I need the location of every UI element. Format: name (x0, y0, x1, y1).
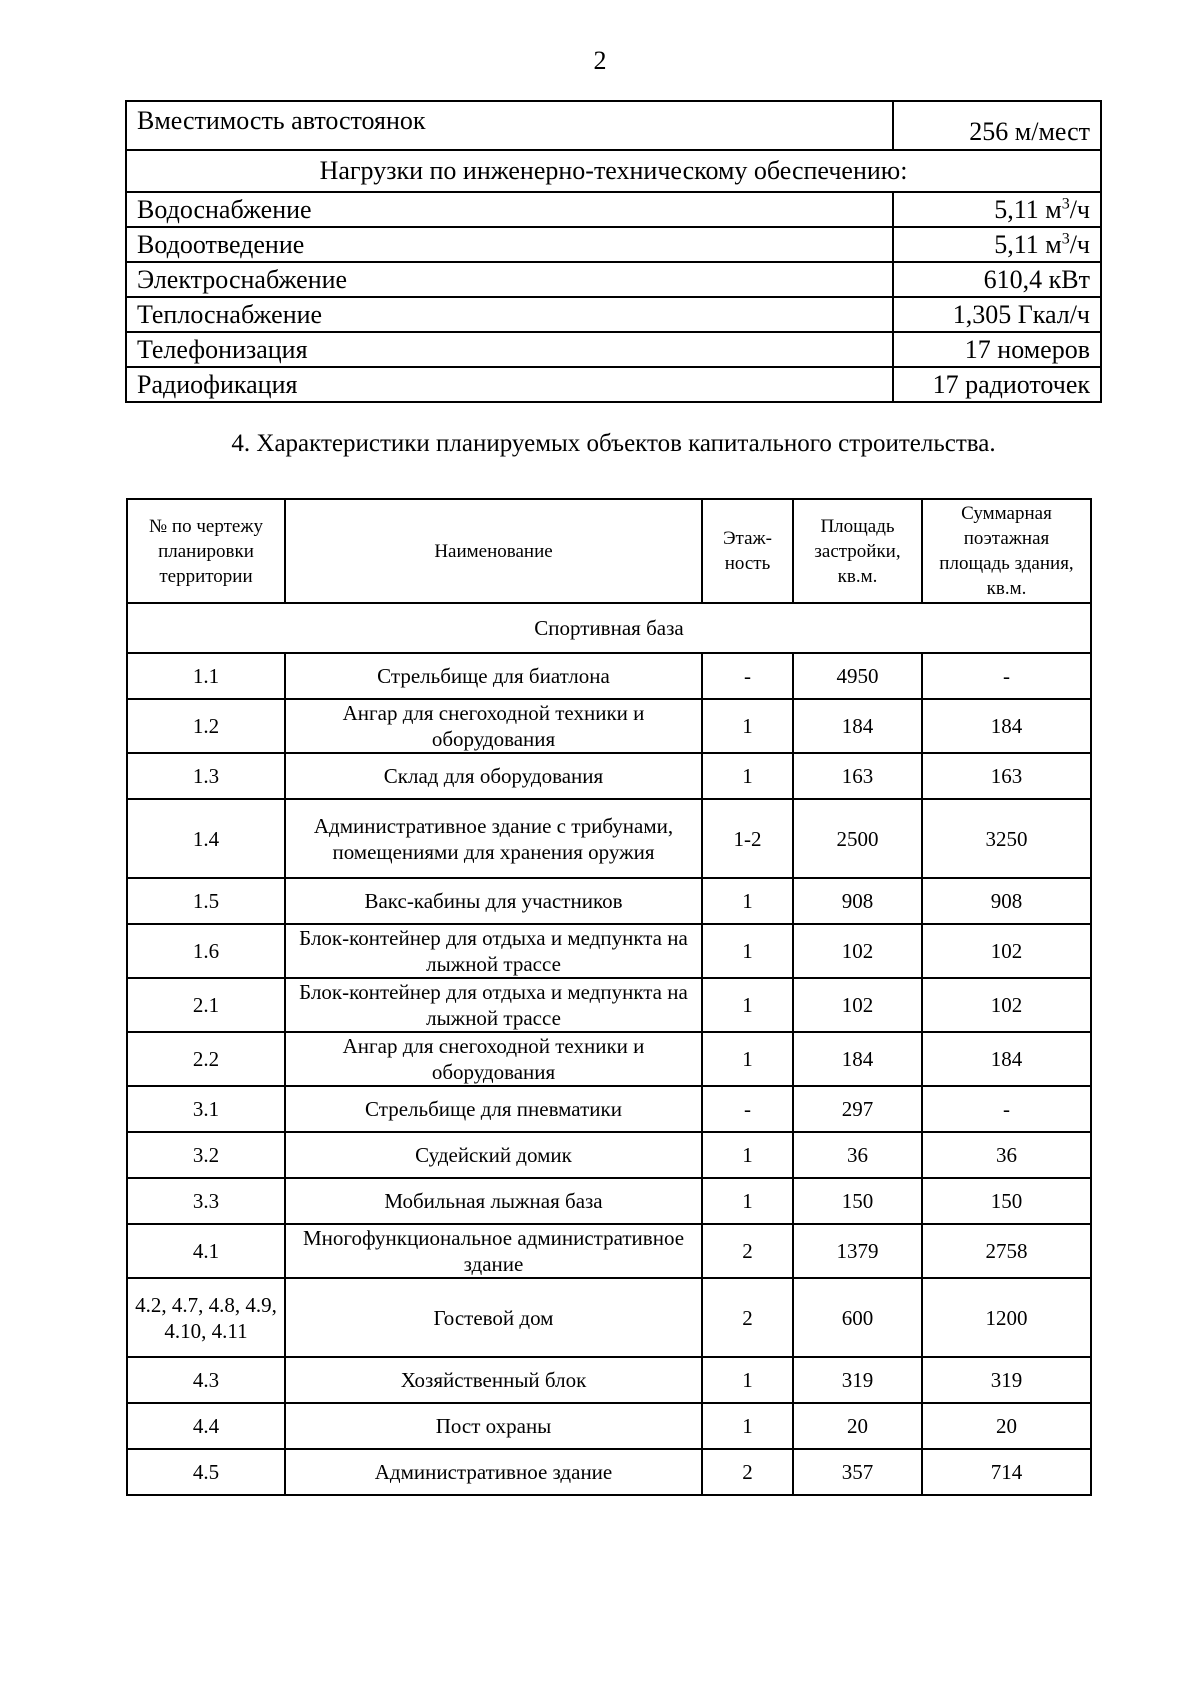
object-number: 1.6 (127, 924, 285, 978)
object-name: Многофункциональное административное здание (285, 1224, 702, 1278)
object-built-area: 357 (793, 1449, 922, 1495)
object-row (127, 1178, 1091, 1224)
objects-header-row (127, 499, 1091, 603)
object-name: Хозяйственный блок (285, 1357, 702, 1403)
object-built-area: 36 (793, 1132, 922, 1178)
object-floors: 2 (702, 1278, 793, 1357)
object-total-area: 1200 (922, 1278, 1091, 1357)
object-number: 4.1 (127, 1224, 285, 1278)
object-row (127, 653, 1091, 699)
summary-value-superscript: 3 (1061, 229, 1070, 247)
object-number: 1.3 (127, 753, 285, 799)
object-floors: 1 (702, 753, 793, 799)
object-name: Стрельбище для биатлона (285, 653, 702, 699)
object-built-area: 102 (793, 924, 922, 978)
object-total-area: 184 (922, 699, 1091, 753)
object-total-area: 319 (922, 1357, 1091, 1403)
summary-label: Радиофикация (126, 367, 893, 402)
object-name: Административное здание (285, 1449, 702, 1495)
object-built-area: 4950 (793, 653, 922, 699)
summary-value (893, 192, 1101, 227)
object-row (127, 753, 1091, 799)
object-number: 1.2 (127, 699, 285, 753)
object-number: 2.1 (127, 978, 285, 1032)
parking-value: 256 м/мест (893, 101, 1101, 150)
object-built-area: 102 (793, 978, 922, 1032)
summary-row (126, 367, 1101, 402)
summary-value-superscript: 3 (1061, 194, 1070, 212)
object-built-area: 319 (793, 1357, 922, 1403)
object-floors: 1 (702, 699, 793, 753)
object-name: Мобильная лыжная база (285, 1178, 702, 1224)
object-built-area: 297 (793, 1086, 922, 1132)
summary-value (893, 367, 1101, 402)
object-total-area: - (922, 1086, 1091, 1132)
object-name: Административное здание с трибунами, помещениями для хранения оружия (285, 799, 702, 878)
section-label: Спортивная база (127, 603, 1091, 653)
parking-row (126, 101, 1101, 150)
summary-value-unit: /ч (1069, 194, 1090, 224)
object-floors: 1 (702, 978, 793, 1032)
summary-value-unit: /ч (1069, 229, 1090, 259)
object-number: 4.2, 4.7, 4.8, 4.9, 4.10, 4.11 (127, 1278, 285, 1357)
object-floors: 1 (702, 878, 793, 924)
section-row (127, 603, 1091, 653)
object-total-area: 2758 (922, 1224, 1091, 1278)
object-name: Вакс-кабины для участников (285, 878, 702, 924)
header-number: № по чертежу планировки территории (127, 499, 285, 603)
object-number: 1.4 (127, 799, 285, 878)
object-built-area: 150 (793, 1178, 922, 1224)
object-total-area: 163 (922, 753, 1091, 799)
object-floors: 1 (702, 1032, 793, 1086)
summary-label: Водоотведение (126, 227, 893, 262)
object-name: Блок-контейнер для отдыха и медпункта на лыжной трассе (285, 978, 702, 1032)
object-built-area: 184 (793, 699, 922, 753)
page-number: 2 (593, 46, 607, 75)
summary-value-number: 610,4 кВт (983, 264, 1090, 294)
object-total-area: 102 (922, 924, 1091, 978)
object-number: 2.2 (127, 1032, 285, 1086)
object-built-area: 1379 (793, 1224, 922, 1278)
object-floors: 1 (702, 1403, 793, 1449)
object-number: 3.1 (127, 1086, 285, 1132)
object-floors: 1-2 (702, 799, 793, 878)
object-total-area: 908 (922, 878, 1091, 924)
object-row (127, 1224, 1091, 1278)
object-floors: - (702, 653, 793, 699)
object-number: 1.5 (127, 878, 285, 924)
object-row (127, 799, 1091, 878)
object-number: 4.5 (127, 1449, 285, 1495)
summary-row (126, 332, 1101, 367)
summary-value-number: 5,11 м (994, 229, 1062, 259)
summary-label: Телефонизация (126, 332, 893, 367)
object-number: 1.1 (127, 653, 285, 699)
header-built-area: Площадь застройки, кв.м. (793, 499, 922, 603)
object-row (127, 699, 1091, 753)
parking-label: Вместимость автостоянок (126, 101, 893, 150)
object-row (127, 1086, 1091, 1132)
summary-value (893, 297, 1101, 332)
summary-row (126, 192, 1101, 227)
object-total-area: 36 (922, 1132, 1091, 1178)
object-row (127, 1032, 1091, 1086)
summary-value (893, 227, 1101, 262)
object-number: 3.3 (127, 1178, 285, 1224)
object-row (127, 1132, 1091, 1178)
object-total-area: 20 (922, 1403, 1091, 1449)
object-name: Судейский домик (285, 1132, 702, 1178)
object-number: 3.2 (127, 1132, 285, 1178)
object-floors: 1 (702, 1357, 793, 1403)
summary-label: Электроснабжение (126, 262, 893, 297)
summary-value-number: 17 радиоточек (932, 369, 1090, 399)
summary-value (893, 332, 1101, 367)
summary-value-number: 17 номеров (964, 334, 1090, 364)
summary-label: Теплоснабжение (126, 297, 893, 332)
object-built-area: 600 (793, 1278, 922, 1357)
object-number: 4.3 (127, 1357, 285, 1403)
object-floors: 2 (702, 1224, 793, 1278)
objects-table (126, 498, 1092, 1496)
object-total-area: 3250 (922, 799, 1091, 878)
engineering-heading: Нагрузки по инженерно-техническому обеспечению: (126, 150, 1101, 192)
engineering-heading-row (126, 150, 1101, 192)
object-number: 4.4 (127, 1403, 285, 1449)
object-name: Ангар для снегоходной техники и оборудования (285, 1032, 702, 1086)
object-name: Блок-контейнер для отдыха и медпункта на лыжной трассе (285, 924, 702, 978)
object-total-area: 102 (922, 978, 1091, 1032)
object-total-area: - (922, 653, 1091, 699)
summary-row (126, 297, 1101, 332)
object-row (127, 1403, 1091, 1449)
object-built-area: 2500 (793, 799, 922, 878)
object-row (127, 878, 1091, 924)
object-row (127, 1357, 1091, 1403)
object-floors: 1 (702, 924, 793, 978)
object-row (127, 924, 1091, 978)
object-total-area: 184 (922, 1032, 1091, 1086)
summary-value (893, 262, 1101, 297)
summary-table (125, 100, 1102, 403)
object-floors: 2 (702, 1449, 793, 1495)
object-floors: 1 (702, 1132, 793, 1178)
object-name: Склад для оборудования (285, 753, 702, 799)
object-built-area: 163 (793, 753, 922, 799)
object-name: Ангар для снегоходной техники и оборудования (285, 699, 702, 753)
summary-value-number: 5,11 м (994, 194, 1062, 224)
header-total-area: Суммарная поэтажная площадь здания, кв.м. (922, 499, 1091, 603)
object-row (127, 1449, 1091, 1495)
section-title: 4. Характеристики планируемых объектов капитального строительства. (231, 430, 996, 457)
header-name: Наименование (285, 499, 702, 603)
object-built-area: 184 (793, 1032, 922, 1086)
object-built-area: 20 (793, 1403, 922, 1449)
object-total-area: 714 (922, 1449, 1091, 1495)
summary-label: Водоснабжение (126, 192, 893, 227)
summary-value-number: 1,305 Гкал/ч (952, 299, 1090, 329)
header-floors: Этаж-ность (702, 499, 793, 603)
summary-row (126, 227, 1101, 262)
object-built-area: 908 (793, 878, 922, 924)
object-floors: - (702, 1086, 793, 1132)
object-name: Гостевой дом (285, 1278, 702, 1357)
object-floors: 1 (702, 1178, 793, 1224)
object-row (127, 978, 1091, 1032)
object-total-area: 150 (922, 1178, 1091, 1224)
summary-row (126, 262, 1101, 297)
object-name: Пост охраны (285, 1403, 702, 1449)
object-row (127, 1278, 1091, 1357)
object-name: Стрельбище для пневматики (285, 1086, 702, 1132)
